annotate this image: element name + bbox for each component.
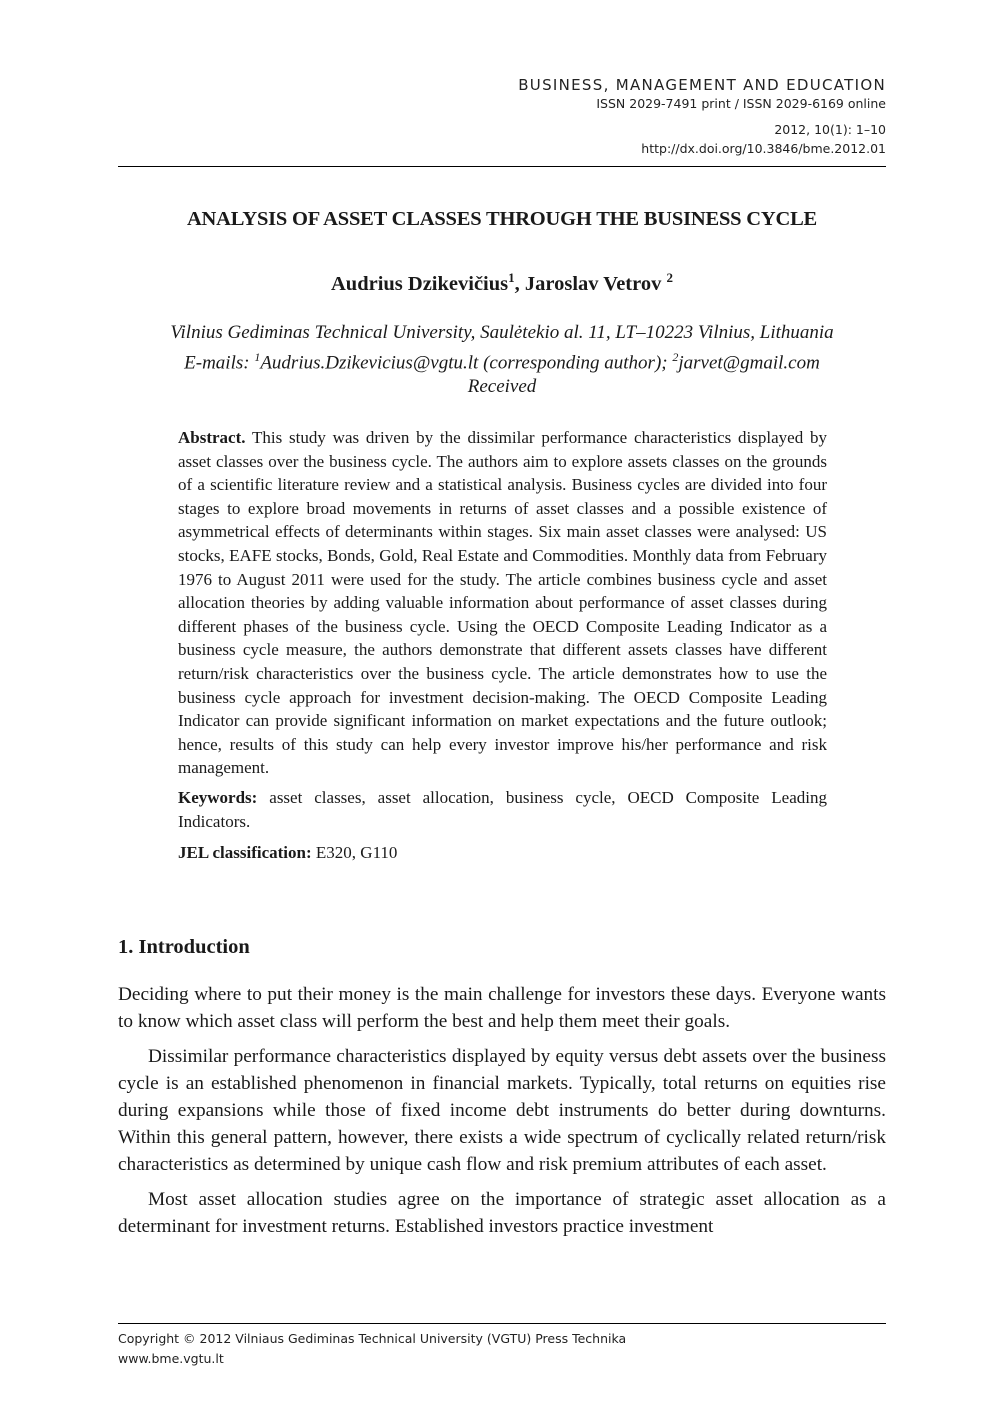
abstract-label: Abstract. (178, 428, 246, 447)
journal-header (118, 75, 886, 159)
website-link[interactable]: www.bme.vgtu.lt (118, 1351, 224, 1366)
jel-text: E320, G110 (311, 843, 398, 863)
abstract-text: This study was driven by the dissimilar performance characteristics displayed by asset classes over the business cycle. The authors aim to explore assets classes on the grounds of a scientific literature review and a statistical analysis. Business cycles are divided into four stages to explore broad movements in returns of asset classes and a possible existence of asymmetrical effects of determinants within stages. Six main asset classes were analysed: US stocks, EAFE stocks, Bonds, Gold, Real Estate and Commodities. Monthly data from February 1976 to August 2011 were used for the study. The article combines business cycle and asset allocation theories by adding valuable information about performance of asset classes during different phases of the business cycle. Using the OECD Composite Leading Indicator as a business cycle measure, the authors demonstrate that different assets classes have different return/risk characteristics over the business cycle. The article demonstrates how to use the business cycle approach for investment decision-making. The OECD Composite Leading Indicator can provide significant information on market expectations and the future outlook; hence, results of this study can help every investor improve his/her performance and risk management. (178, 428, 827, 778)
keywords (178, 786, 827, 833)
footer-divider (118, 1323, 886, 1324)
affiliation-block (118, 320, 886, 375)
author-separator: , (514, 272, 525, 295)
email-marker: 1 (254, 350, 261, 364)
page-footer (118, 1329, 626, 1369)
keywords-label: Keywords: (178, 787, 258, 807)
email-prefix: E-mails: (184, 352, 255, 374)
email-2[interactable]: jarvet@gmail.com (678, 352, 820, 374)
author-name: Audrius Dzikevičius (331, 272, 509, 295)
abstract (178, 426, 827, 780)
email-line (118, 345, 886, 375)
copyright-notice: Copyright © 2012 Vilniaus Gediminas Technical University (VGTU) Press Technika (118, 1331, 627, 1346)
affiliation: Vilnius Gediminas Technical University, Saulėtekio al. 11, LT–10223 Vilnius, Lithuania (170, 322, 834, 343)
section-heading: 1. Introduction (118, 936, 250, 958)
journal-volume: 2012, 10(1): 1–10 (774, 122, 886, 137)
received-date: Received (467, 376, 537, 397)
header-divider (118, 166, 886, 167)
author-list (118, 270, 886, 296)
email-marker: 2 (672, 350, 679, 364)
article-title: ANALYSIS OF ASSET CLASSES THROUGH THE BUSINESS CYCLE (186, 208, 818, 230)
introduction-body (118, 981, 886, 1248)
author-affiliation-marker: 1 (508, 270, 515, 285)
paragraph: Most asset allocation studies agree on the importance of strategic asset allocation as a determinant for investment returns. Established investors practice investment (118, 1189, 886, 1237)
author-affiliation-marker: 2 (666, 270, 673, 285)
author-name: Jaroslav Vetrov (524, 272, 662, 295)
paragraph: Dissimilar performance characteristics displayed by equity versus debt assets over the business cycle is an established phenomenon in financial markets. Typically, total returns on equities rise during expansions while those of fixed income debt instruments do better during downturns. Within this general pattern, however, there exists a wide spectrum of cyclically related return/risk characteristics as determined by unique cash flow and risk premium attributes of each asset. (118, 1046, 886, 1175)
journal-issn: ISSN 2029-7491 print / ISSN 2029-6169 online (596, 96, 886, 111)
paragraph: Deciding where to put their money is the main challenge for investors these days. Everyone wants to know which asset class will perform the best and help them meet their goals. (118, 984, 886, 1032)
jel-label: JEL classification: (178, 843, 312, 863)
keywords-text: asset classes, asset allocation, business cycle, OECD Composite Leading Indicators. (178, 787, 827, 831)
journal-name: BUSINESS, MANAGEMENT AND EDUCATION (518, 76, 886, 94)
doi-link[interactable]: http://dx.doi.org/10.3846/bme.2012.01 (641, 141, 886, 156)
abstract-section (178, 426, 827, 865)
jel-classification (178, 841, 827, 865)
email-1[interactable]: Audrius.Dzikevicius@vgtu.lt (corresponding author); (260, 352, 673, 374)
